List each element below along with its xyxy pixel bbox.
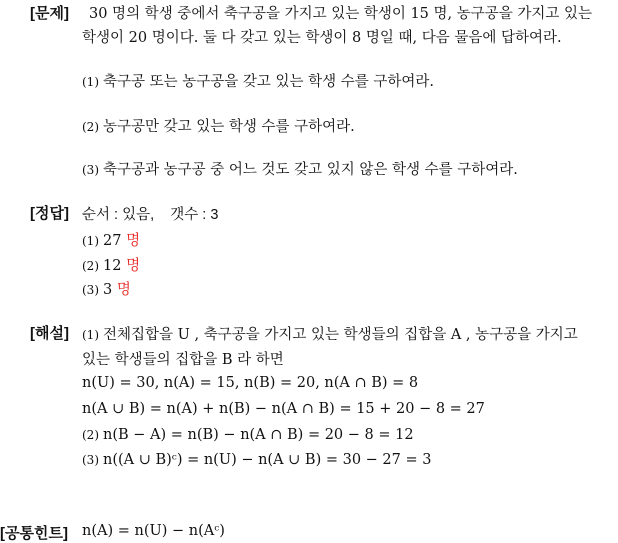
explanation-equation-1: n(U) = 30, n(A) = 15, n(B) = 20, n(A ∩ B) = 8 xyxy=(82,375,419,391)
answer-label: [정답] xyxy=(30,205,69,222)
answer-unit: 명 xyxy=(126,258,141,274)
problem-label: [문제] xyxy=(30,5,69,22)
problem-item-1 xyxy=(82,70,434,91)
answer-item-3 xyxy=(82,278,131,299)
item-text: 농구공만 갖고 있는 학생 수를 구하여라. xyxy=(103,119,355,135)
answer-item-2 xyxy=(82,254,140,275)
explanation-line-2: 있는 학생들의 집합을 B 라 하면 xyxy=(82,352,284,368)
item-marker: (3) xyxy=(82,283,99,297)
item-marker: (1) xyxy=(82,75,99,89)
hint-label: [공통힌트] xyxy=(0,525,68,542)
equation-text: n(B − A) = n(B) − n(A ∩ B) = 20 − 8 = 12 xyxy=(103,427,414,443)
item-marker: (2) xyxy=(82,428,99,442)
problem-text-line-2: 학생이 20 명이다. 둘 다 갖고 있는 학생이 8 명일 때, 다음 물음에 답하여라. xyxy=(82,30,562,46)
explanation-text: 전체집합을 U , 축구공을 가지고 있는 학생들의 집합을 A , 농구공을 가지고 xyxy=(103,327,578,343)
answer-value: 3 xyxy=(103,282,113,298)
equation-text: n((A ∪ B)ᶜ) = n(U) − n(A ∪ B) = 30 − 27 = 3 xyxy=(103,452,432,468)
item-marker: (3) xyxy=(82,453,99,467)
explanation-line-1 xyxy=(82,323,578,344)
item-text: 축구공과 농구공 중 어느 것도 갖고 있지 않은 학생 수를 구하여라. xyxy=(103,162,518,178)
problem-item-3 xyxy=(82,158,518,179)
item-marker: (1) xyxy=(82,328,99,342)
explanation-label: [해설] xyxy=(30,325,69,342)
answer-unit: 명 xyxy=(126,233,141,249)
item-marker: (2) xyxy=(82,120,99,134)
hint-equation: n(A) = n(U) − n(Aᶜ) xyxy=(82,523,225,539)
item-text: 축구공 또는 농구공을 갖고 있는 학생 수를 구하여라. xyxy=(103,74,435,90)
answer-unit: 명 xyxy=(116,282,131,298)
item-marker: (1) xyxy=(82,234,99,248)
explanation-equation-2: n(A ∪ B) = n(A) + n(B) − n(A ∩ B) = 15 + 20 − 8 = 27 xyxy=(82,401,485,417)
explanation-equation-4 xyxy=(82,452,431,468)
answer-value: 12 xyxy=(103,258,122,274)
item-marker: (3) xyxy=(82,163,99,177)
problem-text-line-1: 30 명의 학생 중에서 축구공을 가지고 있는 학생이 15 명, 농구공을 가지고 있는 xyxy=(89,6,593,22)
explanation-equation-3 xyxy=(82,427,414,443)
item-marker: (2) xyxy=(82,259,99,273)
answer-order-line: 순서 : 있음, 갯수 : 3 xyxy=(82,207,219,223)
problem-item-2 xyxy=(82,115,355,136)
answer-item-1 xyxy=(82,229,140,250)
answer-value: 27 xyxy=(103,233,122,249)
